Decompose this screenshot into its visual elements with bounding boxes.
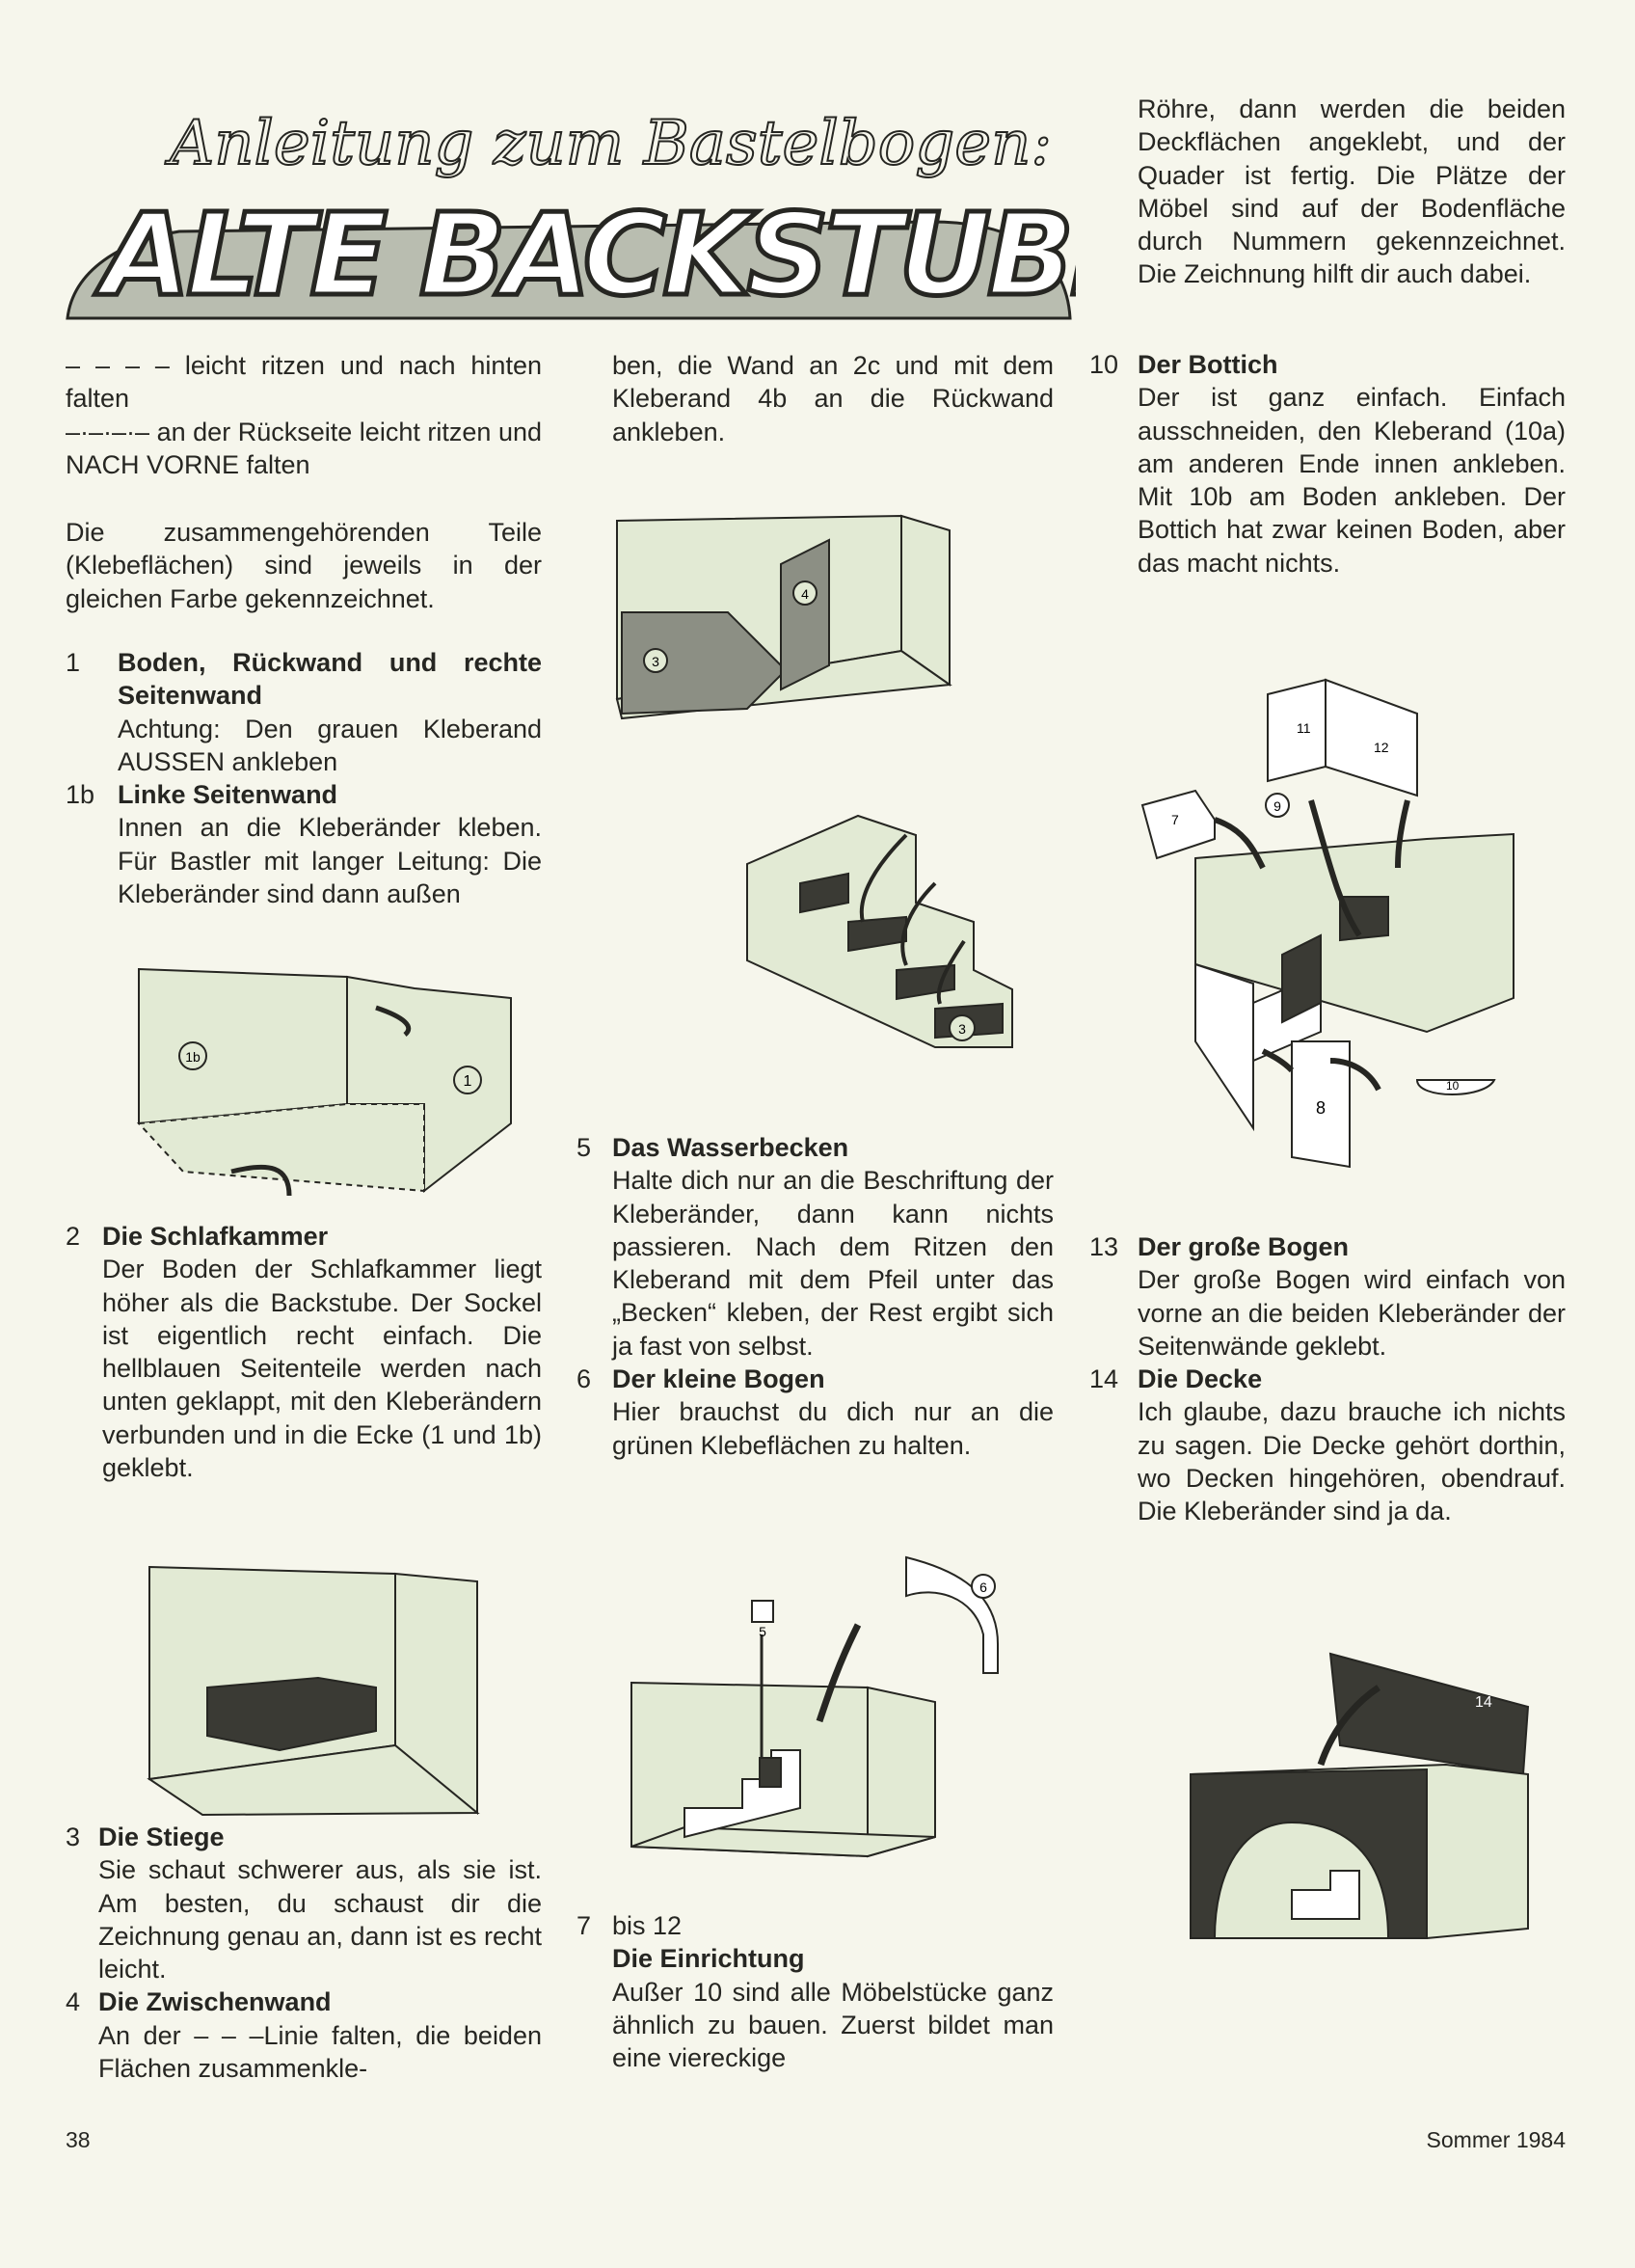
step-text: Halte dich nur an die Beschriftung der Kleberänder, dann kann nichts passieren. Nach dem Ritzen den Kleberand mit dem Pfeil unter das „Becken“ kleben, der Rest ergibt sich ja fast von selbst. (612, 1166, 1054, 1361)
dashdot-line-text: an der Rückseite leicht ritzen und NACH VORNE falten (66, 417, 542, 479)
figure-label: 14 (1475, 1694, 1492, 1711)
step-text: Achtung: Den grauen Kleberand AUSSEN ankleben (118, 714, 542, 776)
title-lettering: ALTE BACKSTUBE (102, 188, 1076, 321)
step-number: 3 (66, 1822, 81, 1851)
step-number: 7 (576, 1911, 592, 1940)
figure-label: 9 (1273, 798, 1281, 814)
issue-date: Sommer 1984 (1426, 2127, 1566, 2152)
step-text: Der große Bogen wird einfach von vorne an die beiden Kleberänder der Seitenwände geklebt. (1138, 1265, 1566, 1361)
step-text: An der – – –Linie falten, die beiden Flächen zusammenkle- (98, 2020, 542, 2084)
step-number: 1b (66, 780, 95, 810)
figure-basin-arch (627, 1548, 1007, 1866)
step-text: Außer 10 sind alle Möbelstücke ganz ähnlich zu bauen. Zuerst bildet man eine viereckige (612, 1977, 1054, 2073)
figure-furniture (1138, 675, 1523, 1176)
step-number: 5 (576, 1133, 592, 1162)
step-number: 4 (66, 1987, 81, 2017)
step-title: Der große Bogen (1138, 1232, 1350, 1261)
title-banner (64, 77, 1076, 328)
figure-label: 4 (801, 586, 809, 602)
step-number: 14 (1089, 1364, 1119, 1394)
figure-stairs (742, 796, 1027, 1052)
figure-label: 8 (1316, 1098, 1327, 1118)
step-text: Innen an die Kleberänder kleben. Für Bastler mit langer Leitung: Die Kleberänder sind dann außen (118, 813, 542, 909)
figure-label: 11 (1297, 720, 1311, 736)
step-number: 2 (66, 1222, 81, 1251)
step-13-14 (1089, 1230, 1566, 1528)
step-title: Die Decke (1138, 1364, 1263, 1394)
figure-label: 12 (1374, 740, 1389, 755)
step-title: Die Einrichtung (612, 1944, 805, 1974)
step-4-continued: ben, die Wand an 2c und mit dem Kleberand 4b an die Rückwand ankleben. (612, 351, 1054, 446)
colors-note: Die zusammengehörenden Teile (Klebeflächen) sind jeweils in der gleichen Farbe gekennzeichnet. (66, 518, 542, 613)
figure-label: 7 (1171, 812, 1179, 827)
figure-floor-walls (135, 959, 521, 1205)
fold-legend (66, 349, 542, 481)
page-number: 38 (66, 2127, 91, 2152)
step-title: Boden, Rückwand und rechte Seitenwand (118, 648, 542, 711)
dashed-line-text: leicht ritzen und nach hinten falten (66, 351, 542, 414)
figure-label: 10 (1446, 1079, 1460, 1093)
subtitle-handwritten: Anleitung zum Bastelbogen: (170, 108, 1052, 179)
step-text: Hier brauchst du dich nur an die grünen Klebeflächen zu halten. (612, 1397, 1054, 1460)
step-text: Ich glaube, dazu brauche ich nichts zu sagen. Die Decke gehört dorthin, wo Decken hingehören, obendrauf. Die Kleberänder sind ja da. (1138, 1397, 1566, 1526)
figure-stairs-wall (612, 506, 954, 723)
dashed-line-symbol: – – – – (66, 351, 170, 380)
figure-label: 1 (463, 1073, 472, 1090)
step-title: Die Stiege (98, 1822, 225, 1851)
step-title: Das Wasserbecken (612, 1133, 849, 1162)
step-5-6 (576, 1131, 1054, 1462)
step-number: 6 (576, 1364, 592, 1394)
step-3-4 (66, 1821, 542, 2085)
figure-label: 3 (958, 1021, 966, 1037)
step-2 (66, 1220, 542, 1484)
step-10 (1089, 348, 1566, 580)
step-text: Der ist ganz einfach. Einfach ausschneiden, den Kleberand (10a) am anderen Ende innen ankleben. Mit 10b am Boden ankleben. Der Bottich hat zwar keinen Boden, aber das macht nichts. (1138, 383, 1566, 578)
figure-label: 6 (979, 1580, 987, 1595)
step-text: Der Boden der Schlafkammer liegt höher als die Backstube. Der Sockel ist eigentlich recht einfach. Die hellblauen Seitenteile werden nach unten geklappt, mit den Kleberändern verbunden und in die Ecke (1 und 1b) geklebt. (102, 1255, 542, 1483)
step-title: Der Bottich (1138, 350, 1278, 379)
dashdot-line-symbol: –·–·–·– (66, 417, 150, 446)
step-number: 1 (66, 648, 81, 677)
step-1-2 (66, 646, 542, 910)
step-text: Sie schaut schwerer aus, als sie ist. Am besten, du schaust dir die Zeichnung genau an, dann ist es recht leicht. (98, 1855, 542, 1984)
figure-label: 3 (652, 654, 659, 669)
step-number-suffix: bis 12 (612, 1911, 683, 1940)
step-title: Die Zwischenwand (98, 1987, 332, 2017)
step-title: Der kleine Bogen (612, 1364, 825, 1394)
step-7-continued: Röhre, dann werden die beiden Deckflächen angeklebt, und der Quader ist fertig. Die Plätze der Möbel sind auf der Bodenfläche durch Nummern gekennzeichnet. Die Zeichnung hilft dir auch dabei. (1138, 94, 1566, 289)
step-7-12 (576, 1909, 1054, 2074)
figure-bedroom (145, 1562, 482, 1818)
step-number: 13 (1089, 1232, 1119, 1261)
step-number: 10 (1089, 350, 1119, 379)
figure-label: 1b (185, 1049, 201, 1065)
figure-ceiling-arch (1186, 1649, 1533, 1943)
figure-label: 5 (759, 1624, 766, 1639)
step-title: Linke Seitenwand (118, 780, 338, 810)
step-title: Die Schlafkammer (102, 1222, 329, 1251)
